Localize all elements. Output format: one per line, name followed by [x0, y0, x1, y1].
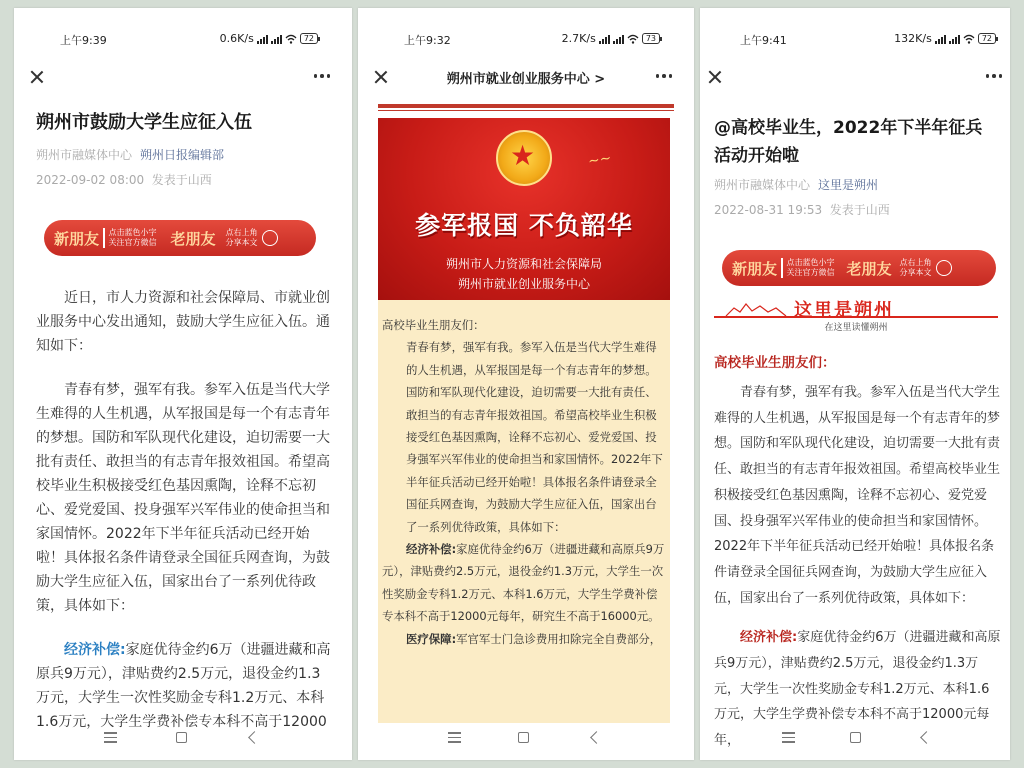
poster-header [378, 118, 670, 300]
article-title: @高校毕业生，2022年下半年征兵活动开始啦 [714, 118, 983, 166]
top-navbar [700, 64, 1010, 92]
policy-text: 军官军士门急诊费用扣除完全自费部分， [456, 631, 662, 646]
system-nav-bar [700, 726, 1010, 750]
arrow-up-icon [781, 258, 783, 278]
status-time: 上午9:32 [404, 34, 451, 47]
article-body [714, 380, 1002, 749]
signal-icon [257, 34, 268, 44]
article-source: 朔州市融媒体中心 [36, 148, 133, 162]
poster-slogan: 参军报国 不负韶华 [415, 211, 633, 240]
close-icon[interactable] [28, 68, 46, 86]
back-icon[interactable] [248, 731, 261, 744]
policy-label: 医疗保障: [406, 631, 457, 646]
policy-paragraph [36, 638, 332, 734]
signature-icon: ~~ [586, 150, 613, 170]
old-friend-hint: 点右上角 分享本文 [899, 258, 932, 277]
account-link[interactable]: 这里是朔州 [818, 178, 879, 192]
article-meta [714, 176, 878, 193]
new-friend-label: 新朋友 [54, 229, 100, 248]
menu-icon[interactable] [448, 732, 461, 743]
network-speed: 2.7K/s [561, 32, 596, 45]
follow-share-banner [722, 250, 996, 286]
city-skyline-icon [726, 302, 786, 316]
paragraph: 近日，市人力资源和社会保障局、市就业创业服务中心发出通知，鼓励大学生应征入伍。通知如下： [36, 290, 330, 354]
new-friend-label: 新朋友 [732, 259, 778, 278]
arrow-up-icon [103, 228, 105, 248]
old-friend-label: 老朋友 [846, 259, 892, 278]
poster-divider [378, 110, 674, 111]
brand-banner [714, 296, 998, 332]
more-icon[interactable] [656, 74, 673, 78]
policy-label: 经济补偿: [64, 642, 126, 658]
article-date-line [36, 171, 212, 188]
poster-paragraph: 青春有梦，强军有我。参军入伍是当代大学生难得的人生机遇，从军报国是每一个有志青年的梦想。国防和军队现代化建设，迫切需要一大批有责任、敢担当的有志青年报效祖国。希望高校毕业生积极接受红色基因熏陶，诠释不忘初心、爱党爱国、投身强军兴军伟业的使命担当和家国情怀。2022年下半年征兵活动已经开始啦！具体报名条件请登录全国征兵网查询，为鼓励大学生应征入伍，国家出台了一系列优待政策，具体如下： [406, 340, 663, 534]
recruitment-poster [378, 118, 670, 723]
network-speed: 0.6K/s [219, 32, 254, 45]
home-icon[interactable] [518, 732, 529, 743]
poster-divider [378, 104, 674, 108]
phone-screen-1 [14, 8, 352, 760]
more-icon[interactable] [986, 74, 1003, 78]
greeting: 高校毕业生朋友们： [714, 355, 836, 371]
old-friend-hint: 点右上角 分享本文 [225, 228, 258, 247]
policy-paragraph [382, 538, 666, 628]
wifi-icon [963, 34, 975, 44]
policy-text: 家庭优待金约6万（进疆进藏和高原兵9万元），津贴费约2.5万元，退役金约1.3万元，大学生一次性奖励金专科1.2万元、本科1.6万元，大学生学费补偿专本科不高于12000元每年，研究生不高于16000元。 [382, 542, 665, 624]
article-date: 2022-08-31 19:53 [714, 203, 823, 217]
network-speed: 132K/s [894, 32, 932, 45]
phone-screen-2 [358, 8, 694, 760]
battery-icon: 72 [978, 33, 996, 44]
status-bar [14, 30, 352, 48]
menu-icon[interactable] [782, 732, 795, 743]
poster-body [382, 314, 666, 650]
menu-icon[interactable] [104, 732, 117, 743]
status-time: 上午9:39 [60, 34, 107, 47]
article-location: 发表于山西 [151, 173, 212, 187]
wifi-icon [285, 34, 297, 44]
signal-icon [949, 34, 960, 44]
account-link[interactable]: 朔州日报编辑部 [140, 148, 225, 162]
battery-icon: 73 [642, 33, 660, 44]
home-icon[interactable] [176, 732, 187, 743]
policy-label: 经济补偿: [740, 630, 798, 646]
follow-share-banner [44, 220, 316, 256]
system-nav-bar [14, 726, 352, 750]
signal-icon [271, 34, 282, 44]
signal-icon [935, 34, 946, 44]
wifi-icon [627, 34, 639, 44]
org-name: 朔州市人力资源和社会保障局 [445, 257, 602, 271]
old-friend-label: 老朋友 [170, 229, 216, 248]
signal-icon [599, 34, 610, 44]
policy-text: 家庭优待金约6万（进疆进藏和高原兵9万元），津贴费约2.5万元，退役金约1.3万元，大学生一次性奖励金专科1.2万元、本科1.6万元，大学生学费补偿专本科不高于12000 [36, 642, 331, 730]
circle-arrow-icon [936, 260, 952, 276]
account-title-link[interactable]: 朔州市就业创业服务中心 > [446, 72, 606, 87]
back-icon[interactable] [590, 731, 603, 744]
policy-text: 家庭优待金约6万（进疆进藏和高原兵9万元），津贴费约2.5万元，退役金约1.3万元，大学生一次性奖励金专科1.2万元、本科1.6万元，大学生学费补偿专本科不高于12000元每年， [714, 630, 1001, 749]
article-source: 朔州市融媒体中心 [714, 178, 811, 192]
article-meta [36, 146, 224, 163]
circle-arrow-icon [262, 230, 278, 246]
article-date: 2022-09-02 08:00 [36, 173, 145, 187]
home-icon[interactable] [850, 732, 861, 743]
new-friend-hint: 点击蓝色小字 关注官方微信 [786, 258, 835, 277]
status-bar [700, 30, 1010, 48]
article-location: 发表于山西 [829, 203, 890, 217]
status-bar [358, 30, 694, 48]
close-icon[interactable] [706, 68, 724, 86]
army-emblem-icon: ★ [496, 130, 552, 186]
top-navbar [14, 64, 352, 92]
new-friend-hint: 点击蓝色小字 关注官方微信 [108, 228, 157, 247]
article-body [36, 286, 332, 730]
back-icon[interactable] [920, 731, 933, 744]
paragraph: 青春有梦，强军有我。参军入伍是当代大学生难得的人生机遇，从军报国是每一个有志青年的梦想。国防和军队现代化建设，迫切需要一大批有责任、敢担当的有志青年报效祖国。希望高校毕业生积极接受红色基因熏陶，诠释不忘初心、爱党爱国、投身强军兴军伟业的使命担当和家国情怀。2022年下半年征兵活动已经开始啦！具体报名条件请登录全国征兵网查询，为鼓励大学生应征入伍，国家出台了一系列优待政策，具体如下： [36, 382, 330, 614]
battery-icon: 72 [300, 33, 318, 44]
org-name: 朔州市就业创业服务中心 [457, 277, 590, 291]
brand-title: 这里是朔州 [794, 300, 894, 321]
top-navbar [358, 64, 694, 92]
brand-subtitle: 在这里读懂朔州 [824, 323, 888, 333]
status-time: 上午9:41 [740, 34, 787, 47]
signal-icon [613, 34, 624, 44]
paragraph: 青春有梦，强军有我。参军入伍是当代大学生难得的人生机遇，从军报国是每一个有志青年的梦想。国防和军队现代化建设，迫切需要一大批有责任、敢担当的有志青年报效祖国。希望高校毕业生积极接受红色基因熏陶，诠释不忘初心、爱党爱国、投身强军兴军伟业的使命担当和家国情怀。2022年下半年征兵活动已经开始啦！具体报名条件请登录全国征兵网查询，为鼓励大学生应征入伍，国家出台了一系列优待政策，具体如下： [714, 385, 1001, 606]
system-nav-bar [358, 726, 694, 750]
policy-label: 经济补偿: [406, 542, 457, 557]
poster-greeting: 高校毕业生朋友们： [382, 318, 485, 332]
poster-organizations [378, 254, 670, 294]
article-title: 朔州市鼓励大学生应征入伍 [36, 112, 252, 133]
policy-paragraph [382, 628, 666, 650]
article-date-line [714, 201, 890, 218]
phone-screen-3 [700, 8, 1010, 760]
more-icon[interactable] [314, 74, 331, 78]
